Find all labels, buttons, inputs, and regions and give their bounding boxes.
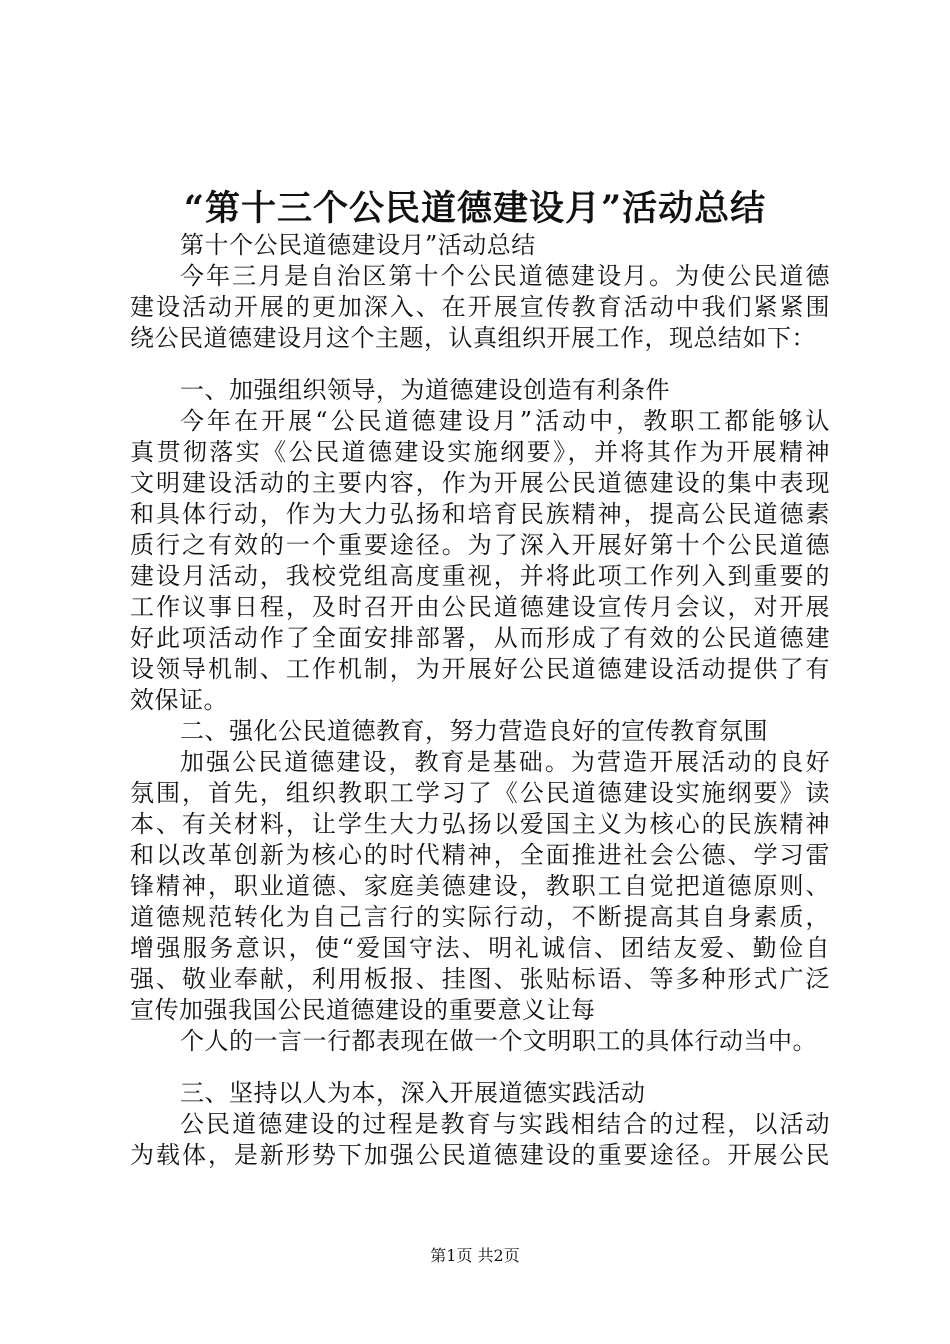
paragraph-line: 今年在开展“公民道德建设月”活动中，教职工都能够认: [180, 407, 830, 435]
paragraph-line: 道德规范转化为自己言行的实际行动，不断提高其自身素质，: [130, 903, 830, 931]
paragraph-line: 建设活动开展的更加深入、在开展宣传教育活动中我们紧紧围: [130, 293, 830, 321]
paragraph-line: 本、有关材料，让学生大力弘扬以爱国主义为核心的民族精神: [130, 810, 830, 838]
paragraph-line: 和以改革创新为核心的时代精神，全面推进社会公德、学习雷: [130, 841, 830, 869]
paragraph-line: 真贯彻落实《公民道德建设实施纲要》，并将其作为开展精神: [130, 438, 830, 466]
paragraph-line: 加强公民道德建设，教育是基础。为营造开展活动的良好: [180, 748, 830, 776]
paragraph-line: 氛围，首先，组织教职工学习了《公民道德建设实施纲要》读: [130, 779, 830, 807]
paragraph-gap: [130, 354, 830, 375]
paragraph-line: 为载体，是新形势下加强公民道德建设的重要途径。开展公民: [130, 1141, 830, 1169]
paragraph-line: 宣传加强我国公民道德建设的重要意义让每: [130, 996, 596, 1024]
paragraph-line: 今年三月是自治区第十个公民道德建设月。为使公民道德: [180, 262, 830, 290]
section-heading: 一、加强组织领导，为道德建设创造有利条件: [180, 376, 670, 404]
paragraph-line: 增强服务意识，使“爱国守法、明礼诚信、团结友爱、勤俭自: [130, 934, 830, 962]
section-heading: 二、强化公民道德教育，努力营造良好的宣传教育氛围: [180, 717, 768, 745]
subtitle-line: 第十个公民道德建设月”活动总结: [180, 231, 536, 259]
paragraph-line: 强、敬业奉献，利用板报、挂图、张贴标语、等多种形式广泛: [130, 965, 830, 993]
paragraph-line: 建设月活动，我校党组高度重视，并将此项工作列入到重要的: [130, 562, 830, 590]
paragraph-gap: [130, 1057, 830, 1078]
document-title: “第十三个公民道德建设月”活动总结: [183, 188, 767, 229]
document-body: [130, 230, 830, 1171]
paragraph-line: 好此项活动作了全面安排部署，从而形成了有效的公民道德建: [130, 624, 830, 652]
paragraph-line: 绕公民道德建设月这个主题，认真组织开展工作，现总结如下：: [130, 324, 816, 352]
paragraph-line: 公民道德建设的过程是教育与实践相结合的过程，以活动: [180, 1110, 830, 1138]
paragraph-line: 工作议事日程，及时召开由公民道德建设宣传月会议，对开展: [130, 593, 830, 621]
section-heading: 三、坚持以人为本，深入开展道德实践活动: [180, 1079, 646, 1107]
paragraph-line: 个人的一言一行都表现在做一个文明职工的具体行动当中。: [180, 1027, 817, 1055]
paragraph-line: 和具体行动，作为大力弘扬和培育民族精神，提高公民道德素: [130, 500, 830, 528]
paragraph-line: 锋精神，职业道德、家庭美德建设，教职工自觉把道德原则、: [130, 872, 830, 900]
paragraph-line: 质行之有效的一个重要途径。为了深入开展好第十个公民道德: [130, 531, 830, 559]
paragraph-line: 设领导机制、工作机制，为开展好公民道德建设活动提供了有: [130, 655, 830, 683]
paragraph-line: 效保证。: [130, 686, 228, 714]
paragraph-line: 文明建设活动的主要内容，作为开展公民道德建设的集中表现: [130, 469, 830, 497]
page-number-footer: 第1页 共2页: [430, 1246, 520, 1265]
